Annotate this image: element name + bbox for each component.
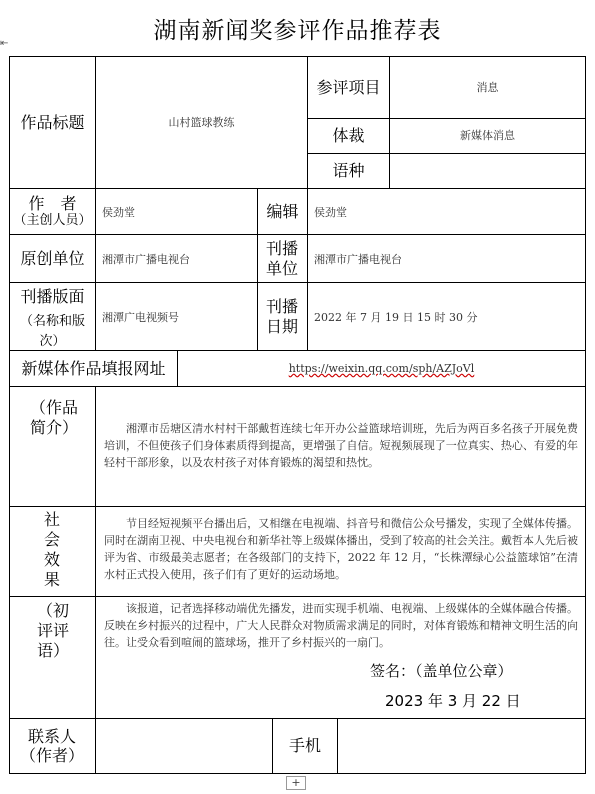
author-value: 侯劲堂 bbox=[102, 205, 135, 219]
original-unit-label: 原创单位 bbox=[20, 248, 85, 268]
publish-section-label: 刊播版面 bbox=[20, 287, 85, 306]
rule bbox=[307, 188, 308, 350]
table-border-right bbox=[585, 56, 586, 773]
rule bbox=[95, 386, 96, 773]
effect-label: 社会效果 bbox=[43, 510, 60, 589]
contact-value bbox=[102, 719, 272, 773]
recommend-text: 该报道，记者选择移动端优先播发，进而实现手机端、电视端、上级媒体的全媒体融合传播。反映在乡村振兴的过程中，广大人民群众对物质需求满足的同时，对体育锻炼和精神文明生活的向往。让受众看到喧闹的篮球场，推开了乡村振兴的一扇门。 bbox=[104, 602, 578, 649]
sign-date: 2023 年 3 月 22 日 bbox=[385, 692, 521, 710]
phone-label: 手机 bbox=[288, 736, 321, 756]
signature-line: 签名：（盖单位公章） bbox=[370, 662, 513, 680]
editor-label: 编辑 bbox=[266, 201, 299, 221]
work-title-value: 山村篮球教练 bbox=[168, 115, 235, 129]
genre-value: 新媒体消息 bbox=[460, 129, 515, 143]
category-label: 参评项目 bbox=[316, 77, 381, 97]
publish-unit-label: 刊播单位 bbox=[265, 239, 298, 278]
author-label-cell bbox=[10, 189, 95, 234]
new-media-url-link[interactable]: https://weixin.qq.com/sph/AZJoVl bbox=[288, 361, 475, 375]
language-value bbox=[390, 154, 585, 188]
left-edge-marker-icon: ⇤ bbox=[0, 38, 9, 49]
recommend-label: （初评评语） bbox=[36, 601, 69, 660]
language-label: 语种 bbox=[332, 161, 365, 181]
plus-icon[interactable]: + bbox=[286, 776, 306, 790]
publish-unit-value: 湘潭市广播电视台 bbox=[314, 252, 402, 266]
intro-label: （作品简介） bbox=[30, 398, 79, 437]
contact-label: 联系人（作者） bbox=[19, 726, 84, 765]
publish-section-value: 湘潭广电视频号 bbox=[102, 310, 179, 324]
new-media-url-cell bbox=[178, 351, 585, 386]
publish-section-note: （名称和版次） bbox=[19, 314, 85, 350]
page-title: 湖南新闻奖参评作品推荐表 bbox=[153, 18, 442, 44]
publish-date-value: 2022 年 7 月 19 日 15 时 30 分 bbox=[314, 310, 478, 324]
work-title-label: 作品标题 bbox=[20, 112, 85, 132]
author-label: 作 者 bbox=[28, 194, 77, 214]
rule bbox=[337, 718, 338, 773]
table-border-bottom bbox=[9, 773, 586, 774]
genre-label: 体裁 bbox=[332, 126, 365, 146]
publish-date-label: 刊播日期 bbox=[265, 297, 298, 336]
new-media-url-label: 新媒体作品填报网址 bbox=[21, 358, 166, 378]
editor-value: 侯劲堂 bbox=[314, 205, 347, 219]
category-value: 消息 bbox=[476, 80, 499, 94]
author-note: （主创人员） bbox=[13, 213, 92, 229]
original-unit-value: 湘潭市广播电视台 bbox=[102, 252, 190, 266]
publish-section-label-cell bbox=[10, 283, 95, 350]
phone-value bbox=[345, 719, 583, 773]
intro-text: 湘潭市岳塘区清水村村干部戴哲连续七年开办公益篮球培训班，先后为两百多名孩子开展免费培训，不但使孩子们身体素质得到提高，更增强了自信。短视频展现了一位真实、热心、有爱的年轻村干部形象，以及农村孩子对体育锻炼的渴望和热忱。 bbox=[104, 422, 578, 469]
effect-text: 节目经短视频平台播出后，又相继在电视端、抖音号和微信公众号播发，实现了全媒体传播。同时在湖南卫视、中央电视台和新华社等上级媒体播出，受到了较高的社会关注。戴哲本人先后被评为省、市级最美志愿者；在各级部门的支持下，2022 年 12 月，“长株潭绿心公益篮球馆”在清水村正式投入使用，孩子们有了更好的运动场地。 bbox=[104, 517, 578, 581]
